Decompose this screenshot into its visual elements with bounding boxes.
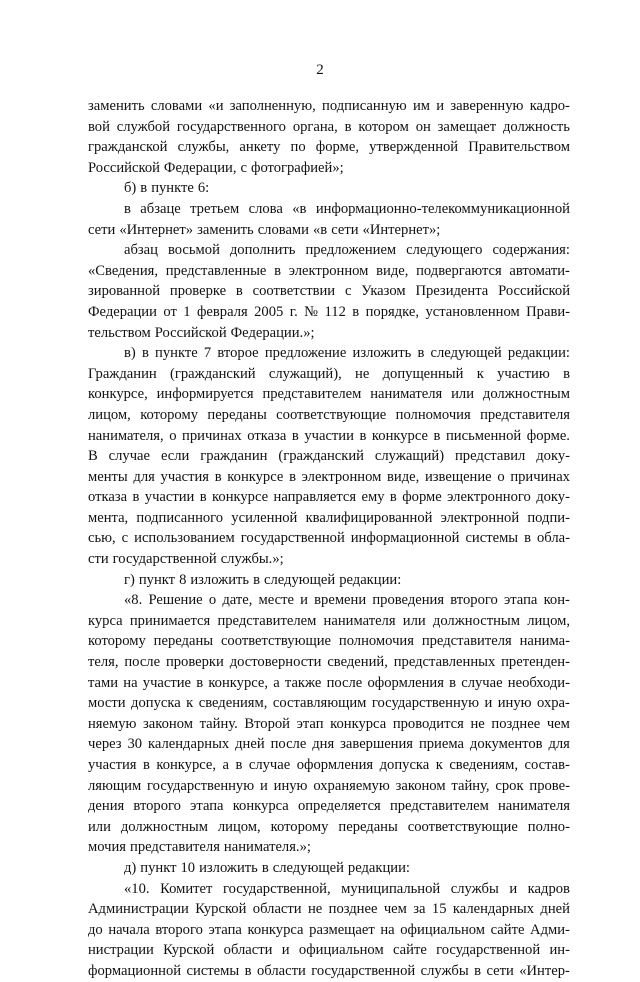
text-line: тельством Российской Федерации.»; [88, 324, 315, 341]
text-line: няемую законом тайну. Второй этап конкурса проводится не позднее чем [88, 715, 570, 732]
text-line: нанимателя, о причинах отказа в участии в конкурсе в письменной форме. [88, 427, 570, 444]
page-number: 2 [316, 62, 324, 78]
text-line: д) пункт 10 изложить в следующей редакции: [124, 859, 410, 876]
text-line: б) в пункте 6: [124, 180, 210, 197]
text-line: нистрации Курской области и официальном сайте государственной ин- [88, 942, 570, 959]
text-line: сети «Интернет» заменить словами «в сети «Интернет»; [88, 221, 441, 238]
text-line: сью, с использованием государственной информационной системы в обла- [88, 530, 570, 547]
text-line: вой службой государственного органа, в котором он замещает должность [88, 118, 570, 135]
text-line: теля, после проверки достоверности сведений, представленных претенден- [88, 654, 570, 671]
text-line: в) в пункте 7 второе предложение изложить в следующей редакции: [124, 345, 570, 362]
text-line: участия в конкурсе, а в случае оформления допуска к сведениям, состав- [88, 757, 570, 773]
text-line: формационной системы в области государственной службы в сети «Интер- [88, 962, 570, 979]
document-body [88, 96, 570, 982]
text-line: сти государственной службы.»; [88, 551, 284, 568]
text-line: Гражданин (гражданский служащий), не допущенный к участию в [88, 365, 570, 382]
text-line: зированной проверке в соответствии с Указом Президента Российской [88, 283, 570, 300]
text-line: Федерации от 1 февраля 2005 г. № 112 в порядке, установленном Прави- [88, 303, 570, 320]
text-line: которому переданы соответствующие полномочия представителя нанима- [88, 633, 570, 650]
text-line: «10. Комитет государственной, муниципальной службы и кадров [124, 880, 570, 897]
text-line: заменить словами «и заполненную, подписанную им и заверенную кадро- [88, 98, 570, 114]
text-line: «8. Решение о дате, месте и времени проведения второго этапа кон- [124, 592, 570, 609]
text-line: дения второго этапа конкурса определяется представителем нанимателя [88, 798, 570, 815]
text-line: г) пункт 8 изложить в следующей редакции: [124, 571, 402, 588]
text-line: отказа в участии в конкурсе направляется ему в форме электронного доку- [88, 489, 570, 506]
text-line: курса принимается представителем нанимателя или должностным лицом, [88, 612, 570, 629]
text-line: мента, подписанного усиленной квалифицированной электронной подпи- [88, 509, 570, 526]
text-line: лицом, которому переданы соответствующие полномочия представителя [88, 406, 570, 423]
text-line: менты для участия в конкурсе в электронном виде, извещение о причинах [88, 468, 570, 485]
text-line: ляющим государственную и иную охраняемую законом тайну, срок прове- [88, 777, 570, 794]
text-line: «Сведения, представленные в электронном виде, подвергаются автомати- [88, 262, 570, 279]
text-line: абзац восьмой дополнить предложением следующего содержания: [124, 242, 570, 259]
text-line: Администрации Курской области не позднее чем за 15 календарных дней [88, 901, 570, 918]
text-line: до начала второго этапа конкурса размещает на официальном сайте Адми- [88, 921, 570, 938]
text-line: мости допуска к сведениям, составляющим государственную и иную охра- [88, 695, 570, 712]
text-line: тами на участие в конкурсе, а также после оформления в случае необходи- [88, 674, 570, 691]
text-line: или должностным лицом, которому переданы соответствующие полно- [88, 818, 570, 835]
text-line: через 30 календарных дней после дня завершения приема документов для [88, 736, 570, 753]
text-line: конкурсе, информируется представителем нанимателя или должностным [88, 386, 570, 403]
text-line: гражданской службы, анкету по форме, утвержденной Правительством [88, 139, 570, 156]
text-line: Российской Федерации, с фотографией»; [88, 159, 344, 176]
text-line: мочия представителя нанимателя.»; [88, 839, 311, 856]
text-line: в абзаце третьем слова «в информационно-телекоммуникационной [124, 200, 570, 217]
text-line: В случае если гражданин (гражданский служащий) представил доку- [88, 448, 570, 465]
